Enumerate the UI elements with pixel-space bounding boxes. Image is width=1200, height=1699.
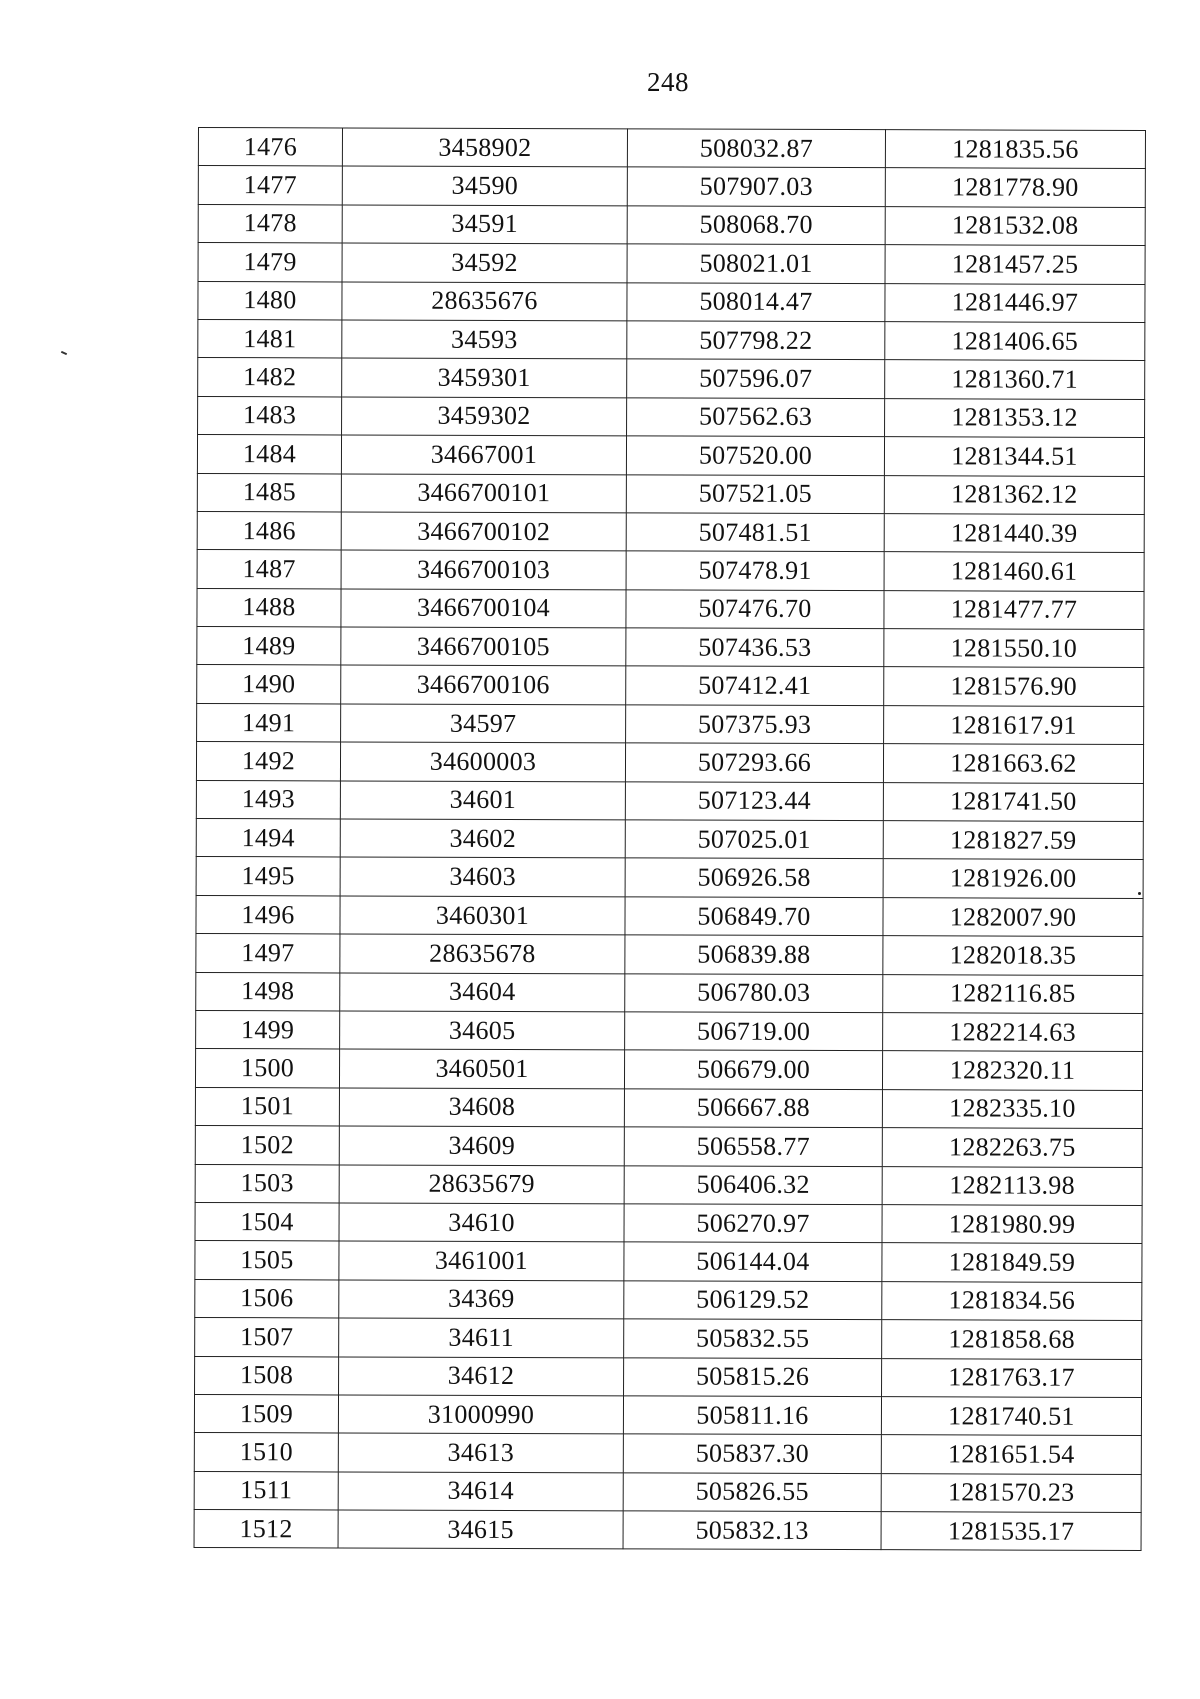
x-coordinate-cell: 505832.55 xyxy=(624,1319,882,1358)
row-index-cell: 1511 xyxy=(194,1471,338,1510)
y-coordinate-cell: 1281344.51 xyxy=(884,437,1144,476)
point-id-cell: 34593 xyxy=(342,320,627,359)
x-coordinate-cell: 507293.66 xyxy=(625,743,883,782)
y-coordinate-cell: 1281406.65 xyxy=(885,322,1145,361)
table-row xyxy=(194,1433,1141,1474)
x-coordinate-cell: 507907.03 xyxy=(627,167,885,206)
row-index-cell: 1491 xyxy=(197,703,341,742)
x-coordinate-cell: 505815.26 xyxy=(624,1357,882,1396)
x-coordinate-cell: 507123.44 xyxy=(625,781,883,820)
y-coordinate-cell: 1282116.85 xyxy=(883,974,1143,1013)
row-index-cell: 1512 xyxy=(194,1510,338,1549)
y-coordinate-cell: 1281858.68 xyxy=(882,1320,1142,1359)
row-index-cell: 1504 xyxy=(195,1202,339,1241)
row-index-cell: 1494 xyxy=(196,819,340,858)
x-coordinate-cell: 505832.13 xyxy=(623,1511,881,1550)
row-index-cell: 1505 xyxy=(195,1241,339,1280)
table-row xyxy=(195,1049,1142,1090)
table-row xyxy=(198,243,1145,284)
y-coordinate-cell: 1282007.90 xyxy=(883,897,1143,936)
y-coordinate-cell: 1282263.75 xyxy=(882,1128,1142,1167)
point-id-cell: 31000990 xyxy=(338,1395,623,1434)
row-index-cell: 1493 xyxy=(196,780,340,819)
table-row xyxy=(197,665,1144,706)
table-row xyxy=(197,703,1144,744)
y-coordinate-cell: 1281550.10 xyxy=(884,629,1144,668)
table-row xyxy=(194,1471,1141,1512)
y-coordinate-cell: 1281460.61 xyxy=(884,552,1144,591)
row-index-cell: 1506 xyxy=(195,1279,339,1318)
point-id-cell: 34600003 xyxy=(340,742,625,781)
point-id-cell: 34590 xyxy=(342,166,627,205)
row-index-cell: 1482 xyxy=(198,358,342,397)
point-id-cell: 34602 xyxy=(340,819,625,858)
y-coordinate-cell: 1281360.71 xyxy=(885,360,1145,399)
row-index-cell: 1478 xyxy=(198,204,342,243)
x-coordinate-cell: 506780.03 xyxy=(625,973,883,1012)
point-id-cell: 3466700104 xyxy=(341,589,626,628)
y-coordinate-cell: 1281763.17 xyxy=(882,1358,1142,1397)
point-id-cell: 34611 xyxy=(339,1318,624,1357)
point-id-cell: 3466700101 xyxy=(341,473,626,512)
table-row xyxy=(197,435,1144,476)
table-row xyxy=(195,1318,1142,1359)
point-id-cell: 34605 xyxy=(340,1011,625,1050)
point-id-cell: 3459301 xyxy=(342,358,627,397)
point-id-cell: 34610 xyxy=(339,1203,624,1242)
point-id-cell: 34614 xyxy=(338,1472,623,1511)
y-coordinate-cell: 1281827.59 xyxy=(883,821,1143,860)
y-coordinate-cell: 1281446.97 xyxy=(885,283,1145,322)
row-index-cell: 1481 xyxy=(198,319,342,358)
x-coordinate-cell: 507025.01 xyxy=(625,820,883,859)
row-index-cell: 1488 xyxy=(197,588,341,627)
table-row xyxy=(195,1164,1142,1205)
y-coordinate-cell: 1281651.54 xyxy=(881,1435,1141,1474)
point-id-cell: 28635676 xyxy=(342,282,627,321)
table-row xyxy=(196,934,1143,975)
row-index-cell: 1508 xyxy=(195,1356,339,1395)
x-coordinate-cell: 505811.16 xyxy=(623,1396,881,1435)
y-coordinate-cell: 1281576.90 xyxy=(884,667,1144,706)
y-coordinate-cell: 1281535.17 xyxy=(881,1512,1141,1551)
y-coordinate-cell: 1281617.91 xyxy=(884,706,1144,745)
x-coordinate-cell: 506406.32 xyxy=(624,1165,882,1204)
row-index-cell: 1492 xyxy=(196,742,340,781)
y-coordinate-cell: 1281926.00 xyxy=(883,859,1143,898)
point-id-cell: 34592 xyxy=(342,243,627,282)
table-row xyxy=(196,972,1143,1013)
point-id-cell: 34613 xyxy=(338,1433,623,1472)
point-id-cell: 3460501 xyxy=(339,1049,624,1088)
point-id-cell: 3466700103 xyxy=(341,550,626,589)
y-coordinate-cell: 1281663.62 xyxy=(883,744,1143,783)
x-coordinate-cell: 506667.88 xyxy=(624,1089,882,1128)
x-coordinate-cell: 506849.70 xyxy=(625,897,883,936)
y-coordinate-cell: 1281362.12 xyxy=(884,475,1144,514)
table-row xyxy=(195,1241,1142,1282)
x-coordinate-cell: 507521.05 xyxy=(626,474,884,513)
table-row xyxy=(196,857,1143,898)
row-index-cell: 1490 xyxy=(197,665,341,704)
y-coordinate-cell: 1281849.59 xyxy=(882,1243,1142,1282)
x-coordinate-cell: 507596.07 xyxy=(627,359,885,398)
point-id-cell: 3466700105 xyxy=(341,627,626,666)
row-index-cell: 1499 xyxy=(196,1010,340,1049)
point-id-cell: 28635679 xyxy=(339,1164,624,1203)
point-id-cell: 3458902 xyxy=(342,128,627,167)
x-coordinate-cell: 506926.58 xyxy=(625,858,883,897)
point-id-cell: 34603 xyxy=(340,857,625,896)
x-coordinate-cell: 507436.53 xyxy=(626,628,884,667)
table-row xyxy=(196,895,1143,936)
x-coordinate-cell: 507476.70 xyxy=(626,590,884,629)
y-coordinate-cell: 1281835.56 xyxy=(885,130,1145,169)
table-row xyxy=(196,1010,1143,1051)
x-coordinate-cell: 508014.47 xyxy=(627,282,885,321)
table-row xyxy=(196,819,1143,860)
point-id-cell: 28635678 xyxy=(340,934,625,973)
scan-artifact-mark xyxy=(61,351,67,355)
x-coordinate-cell: 507798.22 xyxy=(627,321,885,360)
x-coordinate-cell: 507375.93 xyxy=(626,705,884,744)
row-index-cell: 1509 xyxy=(194,1394,338,1433)
row-index-cell: 1503 xyxy=(195,1164,339,1203)
table-row xyxy=(194,1394,1141,1435)
x-coordinate-cell: 508068.70 xyxy=(627,206,885,245)
table-row xyxy=(194,1510,1141,1551)
x-coordinate-cell: 506558.77 xyxy=(624,1127,882,1166)
y-coordinate-cell: 1282113.98 xyxy=(882,1166,1142,1205)
table-row xyxy=(198,128,1145,169)
point-id-cell: 34604 xyxy=(340,973,625,1012)
y-coordinate-cell: 1281570.23 xyxy=(881,1473,1141,1512)
point-id-cell: 34612 xyxy=(339,1356,624,1395)
y-coordinate-cell: 1282335.10 xyxy=(882,1089,1142,1128)
table-row xyxy=(198,319,1145,360)
point-id-cell: 3461001 xyxy=(339,1241,624,1280)
table-row xyxy=(198,281,1145,322)
row-index-cell: 1476 xyxy=(198,128,342,167)
x-coordinate-cell: 506129.52 xyxy=(624,1281,882,1320)
table-row xyxy=(197,511,1144,552)
x-coordinate-cell: 506144.04 xyxy=(624,1242,882,1281)
x-coordinate-cell: 508032.87 xyxy=(627,129,885,168)
y-coordinate-cell: 1282214.63 xyxy=(883,1013,1143,1052)
row-index-cell: 1484 xyxy=(197,435,341,474)
row-index-cell: 1498 xyxy=(196,972,340,1011)
x-coordinate-cell: 507412.41 xyxy=(626,666,884,705)
point-id-cell: 34609 xyxy=(339,1126,624,1165)
row-index-cell: 1510 xyxy=(194,1433,338,1472)
row-index-cell: 1485 xyxy=(197,473,341,512)
point-id-cell: 34608 xyxy=(339,1088,624,1127)
table-row xyxy=(198,166,1145,207)
y-coordinate-cell: 1282320.11 xyxy=(882,1051,1142,1090)
row-index-cell: 1489 xyxy=(197,627,341,666)
point-id-cell: 3460301 xyxy=(340,896,625,935)
x-coordinate-cell: 505837.30 xyxy=(623,1434,881,1473)
y-coordinate-cell: 1281740.51 xyxy=(881,1397,1141,1436)
point-id-cell: 3466700102 xyxy=(341,512,626,551)
x-coordinate-cell: 507562.63 xyxy=(627,398,885,437)
y-coordinate-cell: 1281477.77 xyxy=(884,590,1144,629)
point-id-cell: 34369 xyxy=(339,1280,624,1319)
point-id-cell: 34615 xyxy=(338,1510,623,1549)
table-row xyxy=(198,204,1145,245)
table-row xyxy=(197,588,1144,629)
row-index-cell: 1500 xyxy=(195,1049,339,1088)
point-id-cell: 34597 xyxy=(341,704,626,743)
table-row xyxy=(195,1087,1142,1128)
row-index-cell: 1479 xyxy=(198,243,342,282)
point-id-cell: 34601 xyxy=(340,781,625,820)
point-id-cell: 3466700106 xyxy=(341,665,626,704)
table-row xyxy=(197,473,1144,514)
row-index-cell: 1507 xyxy=(195,1318,339,1357)
row-index-cell: 1477 xyxy=(198,166,342,205)
point-id-cell: 34591 xyxy=(342,205,627,244)
x-coordinate-cell: 505826.55 xyxy=(623,1473,881,1512)
table-row xyxy=(198,358,1145,399)
table-body xyxy=(194,128,1145,1551)
y-coordinate-cell: 1281741.50 xyxy=(883,782,1143,821)
y-coordinate-cell: 1281440.39 xyxy=(884,514,1144,553)
row-index-cell: 1483 xyxy=(198,396,342,435)
row-index-cell: 1496 xyxy=(196,895,340,934)
y-coordinate-cell: 1281834.56 xyxy=(882,1281,1142,1320)
x-coordinate-cell: 506270.97 xyxy=(624,1204,882,1243)
table-row xyxy=(196,742,1143,783)
y-coordinate-cell: 1281778.90 xyxy=(885,168,1145,207)
table-row xyxy=(197,627,1144,668)
row-index-cell: 1486 xyxy=(197,511,341,550)
point-id-cell: 34667001 xyxy=(341,435,626,474)
x-coordinate-cell: 507520.00 xyxy=(626,436,884,475)
x-coordinate-cell: 507481.51 xyxy=(626,513,884,552)
y-coordinate-cell: 1281457.25 xyxy=(885,245,1145,284)
row-index-cell: 1480 xyxy=(198,281,342,320)
row-index-cell: 1487 xyxy=(197,550,341,589)
table-row xyxy=(195,1356,1142,1397)
x-coordinate-cell: 506679.00 xyxy=(624,1050,882,1089)
y-coordinate-cell: 1281532.08 xyxy=(885,206,1145,245)
x-coordinate-cell: 506839.88 xyxy=(625,935,883,974)
x-coordinate-cell: 507478.91 xyxy=(626,551,884,590)
y-coordinate-cell: 1281353.12 xyxy=(885,398,1145,437)
y-coordinate-cell: 1282018.35 xyxy=(883,936,1143,975)
coordinate-table xyxy=(194,127,1146,1551)
table-row xyxy=(195,1202,1142,1243)
x-coordinate-cell: 508021.01 xyxy=(627,244,885,283)
point-id-cell: 3459302 xyxy=(342,397,627,436)
table-row xyxy=(196,780,1143,821)
page-number: 248 xyxy=(647,67,689,97)
table-row xyxy=(195,1279,1142,1320)
row-index-cell: 1495 xyxy=(196,857,340,896)
row-index-cell: 1502 xyxy=(195,1126,339,1165)
table-row xyxy=(195,1126,1142,1167)
row-index-cell: 1501 xyxy=(195,1087,339,1126)
row-index-cell: 1497 xyxy=(196,934,340,973)
table-row xyxy=(198,396,1145,437)
x-coordinate-cell: 506719.00 xyxy=(625,1012,883,1051)
table-row xyxy=(197,550,1144,591)
y-coordinate-cell: 1281980.99 xyxy=(882,1205,1142,1244)
